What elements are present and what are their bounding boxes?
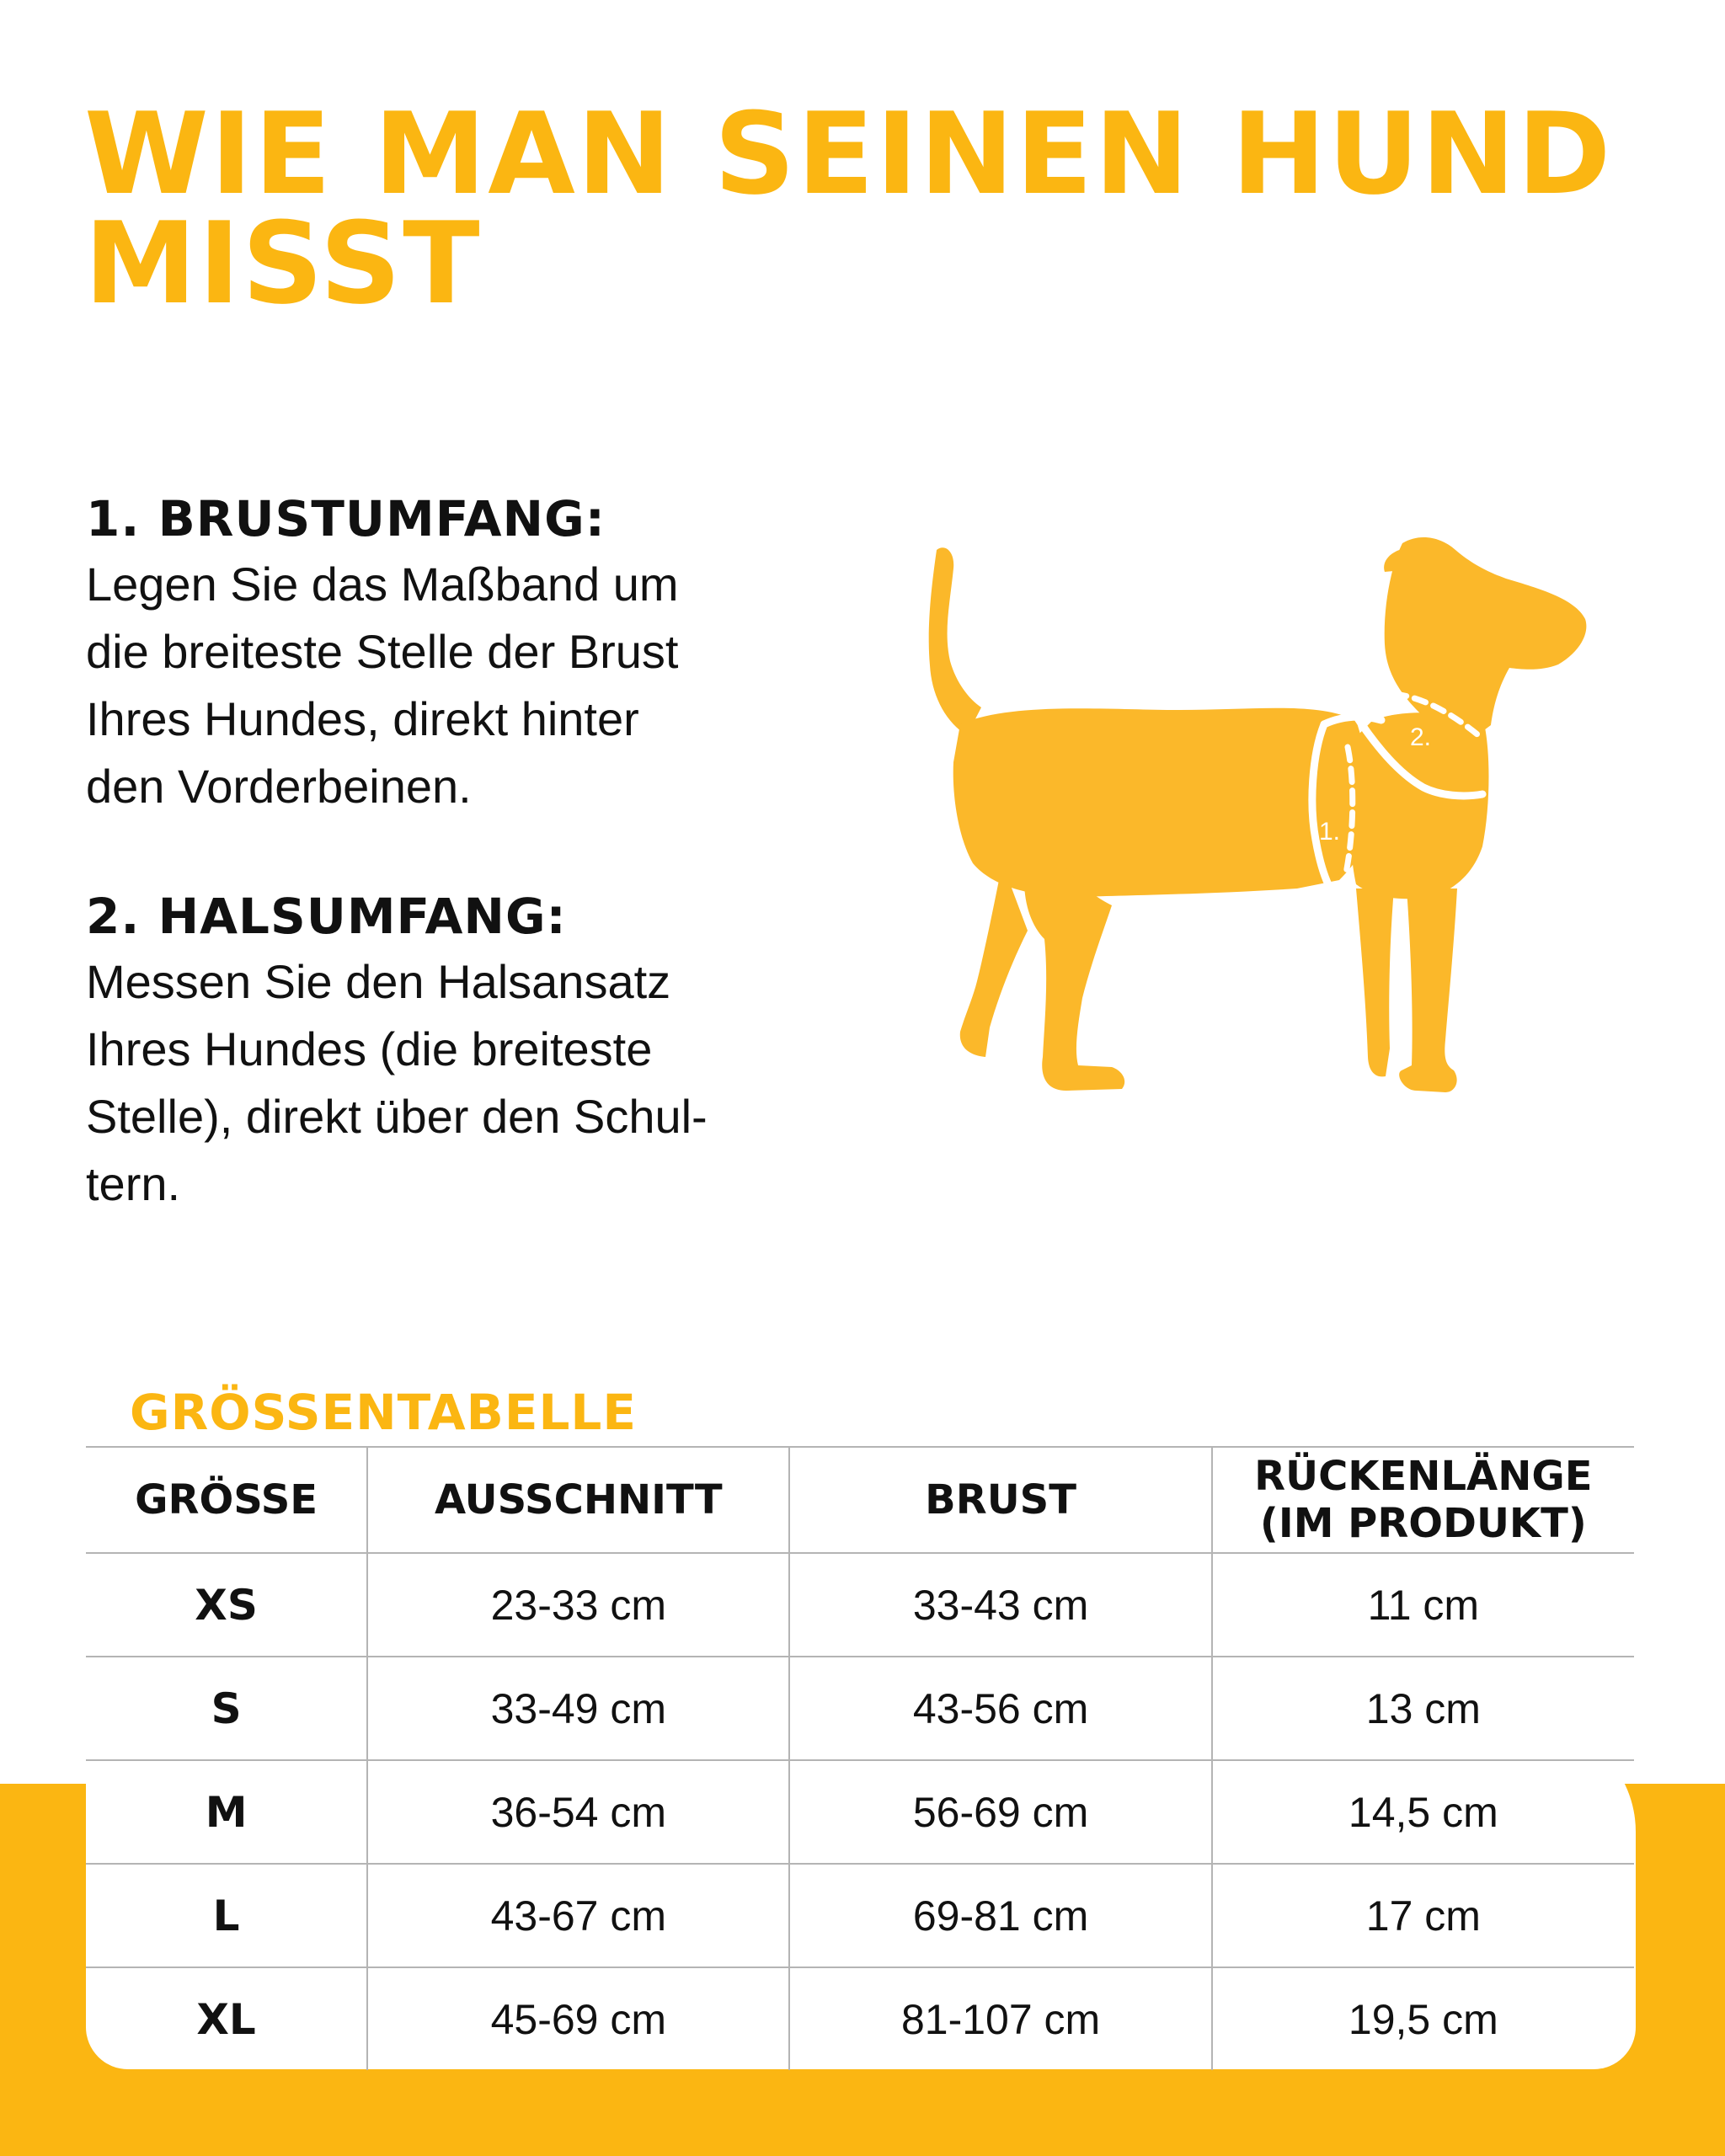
neckline-cell: 33-49 cm (367, 1657, 789, 1760)
size-cell: S (86, 1657, 367, 1760)
column-header-back-length (1212, 1447, 1634, 1553)
size-cell: L (86, 1864, 367, 1967)
column-header-neckline: AUSSCHNITT (367, 1447, 789, 1553)
chest-cell: 43-56 cm (789, 1657, 1211, 1760)
neck-line: Messen Sie den Halsansatz (86, 955, 671, 1008)
chest-instructions (86, 487, 844, 820)
neck-line: tern. (86, 1157, 181, 1210)
chest-heading: 1. BRUSTUMFANG: (86, 490, 606, 547)
size-cell: XL (196, 1994, 256, 2044)
chest-cell: 33-43 cm (789, 1553, 1211, 1657)
chest-line: Legen Sie das Maßband um (86, 558, 679, 611)
column-header-chest: BRUST (789, 1447, 1211, 1553)
back-length-cell: 14,5 cm (1212, 1760, 1634, 1864)
neck-measure-marker: 2. (1410, 723, 1432, 751)
table-row (86, 1553, 1634, 1657)
dog-measurement-icon (901, 526, 1642, 1116)
chest-cell: 56-69 cm (789, 1760, 1211, 1864)
size-cell: M (86, 1760, 367, 1864)
table-row (86, 1864, 1634, 1967)
neckline-cell: 43-67 cm (367, 1864, 789, 1967)
chest-measure-marker: 1. (1319, 818, 1341, 846)
back-length-cell: 11 cm (1212, 1553, 1634, 1657)
back-length-cell: 19,5 cm (1212, 1967, 1634, 2070)
chest-line: Ihres Hundes, direkt hinter (86, 692, 639, 745)
neckline-cell: 36-54 cm (367, 1760, 789, 1864)
size-table (86, 1446, 1634, 2070)
neck-instructions (86, 884, 844, 1218)
back-length-cell: 13 cm (1212, 1657, 1634, 1760)
table-row (86, 1967, 1634, 2070)
table-row (86, 1760, 1634, 1864)
neck-heading: 2. HALSUMFANG: (86, 888, 567, 945)
back-length-label: RÜCKENLÄNGE (1254, 1453, 1593, 1500)
table-row (86, 1657, 1634, 1760)
size-table-title: GRÖSSENTABELLE (130, 1384, 637, 1441)
size-cell: XS (86, 1553, 367, 1657)
neck-line: Stelle), direkt über den Schul- (86, 1090, 708, 1143)
chest-line: den Vorderbeinen. (86, 760, 472, 813)
page-title: WIE MAN SEINEN HUND MISST (84, 88, 1613, 329)
neckline-cell: 45-69 cm (367, 1967, 789, 2070)
neck-line: Ihres Hundes (die breiteste (86, 1022, 653, 1075)
back-length-note: (IM PRODUKT) (1259, 1500, 1587, 1547)
chest-line: die breiteste Stelle der Brust (86, 625, 679, 678)
column-header-size: GRÖSSE (86, 1447, 367, 1553)
table-header-row (86, 1447, 1634, 1553)
back-length-cell: 17 cm (1212, 1864, 1634, 1967)
chest-cell: 81-107 cm (789, 1967, 1211, 2070)
neckline-cell: 23-33 cm (367, 1553, 789, 1657)
chest-cell: 69-81 cm (789, 1864, 1211, 1967)
